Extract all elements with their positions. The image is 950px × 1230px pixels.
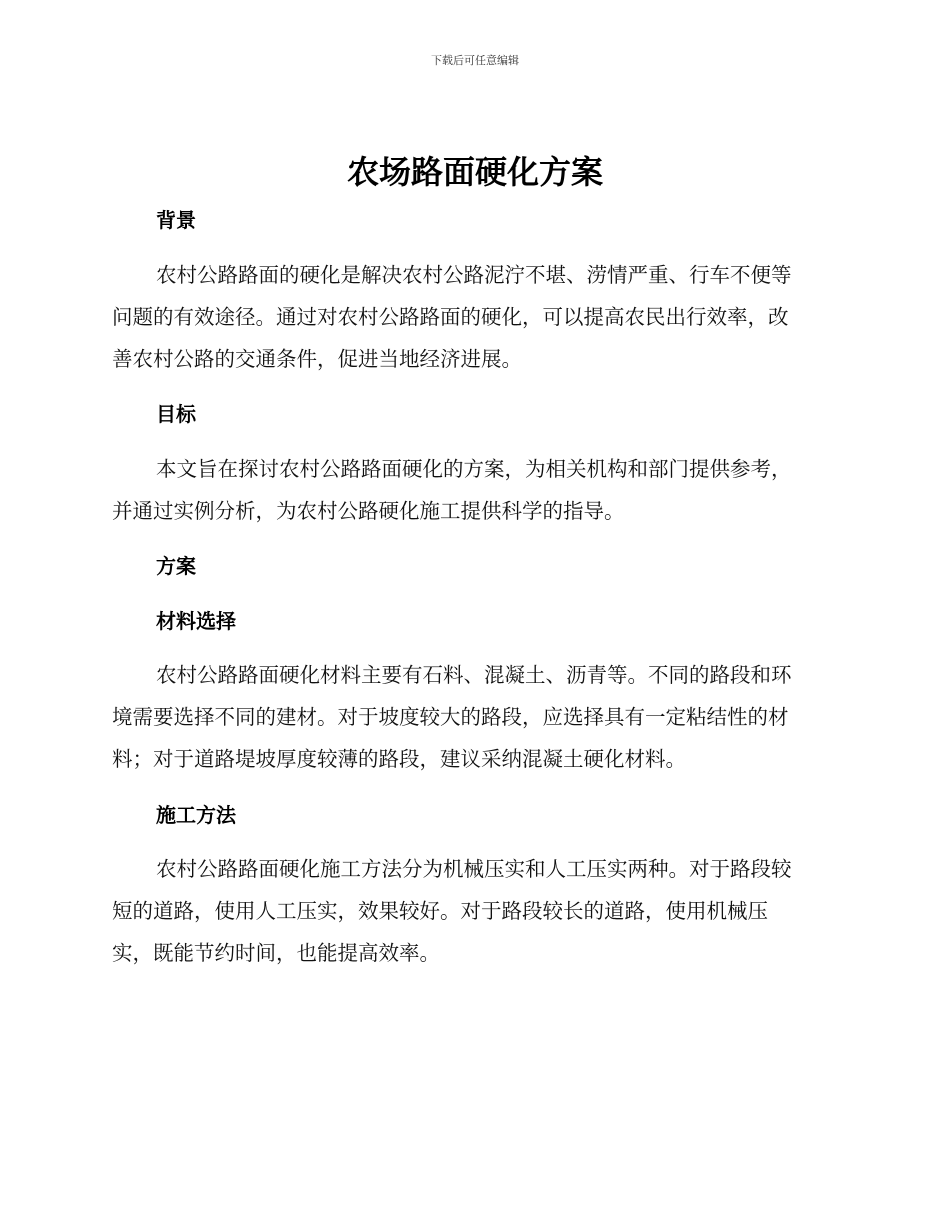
paragraph-line: 农村公路路面硬化材料主要有石料、混凝土、沥青等。不同的路段和环 — [156, 663, 792, 687]
document-title: 农场路面硬化方案 — [346, 153, 603, 191]
paragraph-materials — [112, 654, 838, 780]
page-header-note: 下载后可任意编辑 — [431, 54, 519, 67]
paragraph-background — [112, 254, 838, 380]
paragraph-line: 农村公路路面的硬化是解决农村公路泥泞不堪、涝情严重、行车不便等 — [156, 263, 792, 287]
subsection-heading-materials: 材料选择 — [156, 609, 236, 633]
paragraph-line: 料；对于道路堤坡厚度较薄的路段，建议采纳混凝土硬化材料。 — [112, 747, 686, 771]
paragraph-line: 境需要选择不同的建材。对于坡度较大的路段，应选择具有一定粘结性的材 — [112, 705, 789, 729]
section-heading-plan: 方案 — [156, 554, 196, 578]
section-heading-background: 背景 — [156, 208, 196, 232]
section-heading-goal: 目标 — [156, 402, 196, 426]
paragraph-line: 并通过实例分析，为农村公路硬化施工提供科学的指导。 — [112, 499, 625, 523]
paragraph-line: 实，既能节约时间，也能提高效率。 — [112, 941, 440, 965]
paragraph-goal — [112, 448, 838, 532]
paragraph-line: 农村公路路面硬化施工方法分为机械压实和人工压实两种。对于路段较 — [156, 857, 792, 881]
paragraph-line: 短的道路，使用人工压实，效果较好。对于路段较长的道路，使用机械压 — [112, 899, 768, 923]
paragraph-construction — [112, 848, 838, 974]
paragraph-line: 本文旨在探讨农村公路路面硬化的方案，为相关机构和部门提供参考， — [156, 457, 792, 481]
subsection-heading-construction: 施工方法 — [156, 803, 236, 827]
paragraph-line: 问题的有效途径。通过对农村公路路面的硬化，可以提高农民出行效率，改 — [112, 305, 789, 329]
paragraph-line: 善农村公路的交通条件，促进当地经济进展。 — [112, 347, 522, 371]
